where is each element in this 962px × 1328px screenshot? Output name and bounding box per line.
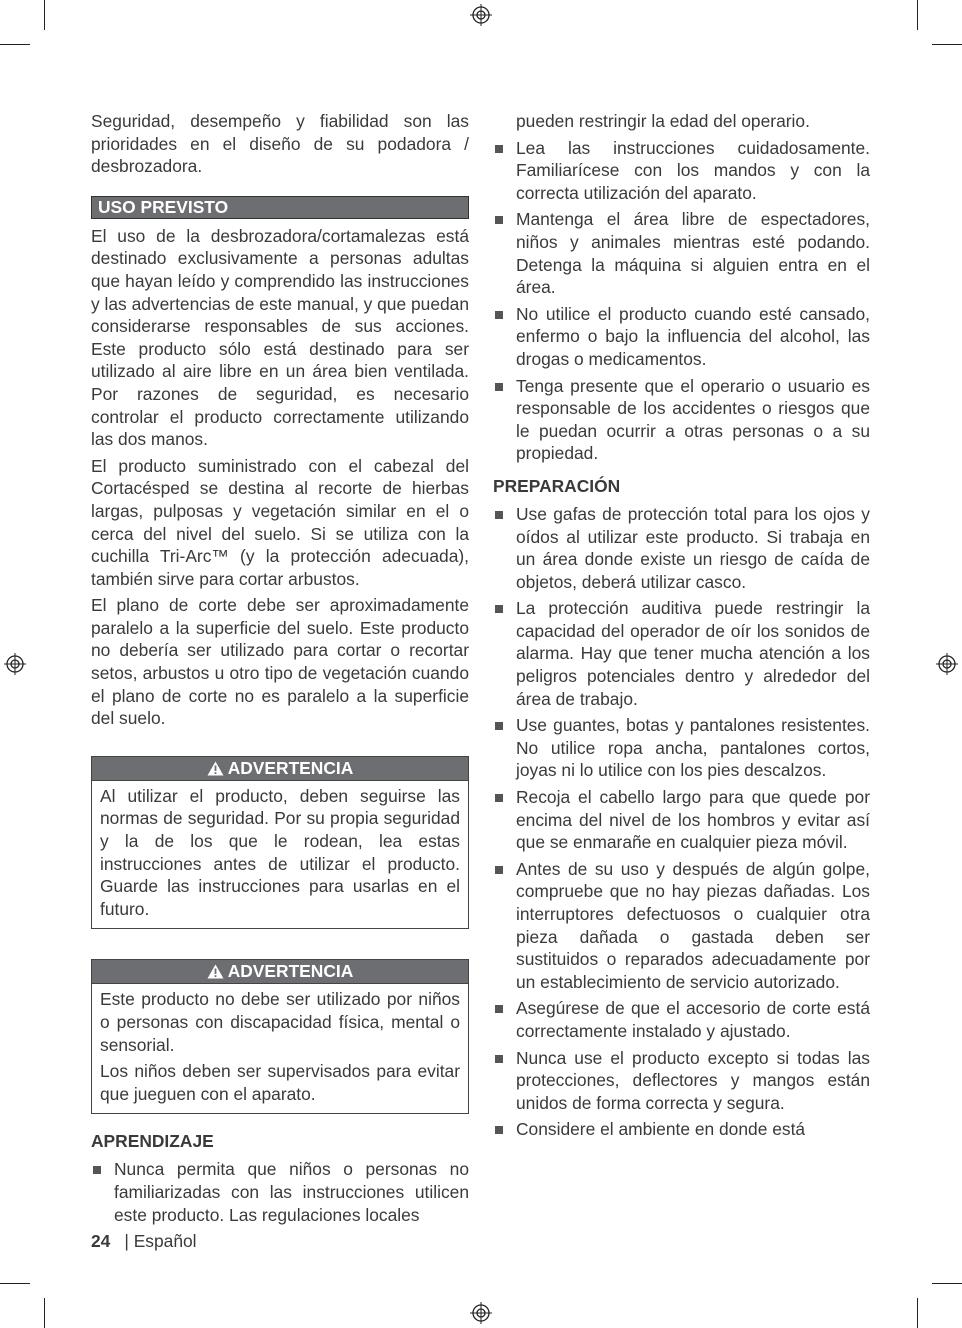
bullet-square-icon [495, 145, 503, 153]
crop-mark [0, 44, 30, 45]
warning-box [91, 756, 469, 930]
list-item: Antes de su uso y después de algún golpe, compruebe que no hay piezas dañadas. Los interruptores defectuosos o cualquier otra pieza dañada o gastada deben ser sustituidos o reparados adecuadamente por un establecimiento de servicio autorizado. [493, 858, 870, 994]
warning-box [91, 959, 469, 1114]
body-paragraph: El producto suministrado con el cabezal del Cortacésped se destina al recorte de hierbas largas, pulposas y vegetación similar en el o cerca del nivel del suelo. Si se utiliza con la cuchilla Tri-Arc™ (y la protección adecuada), también sirve para cortar arbustos. [91, 455, 469, 589]
bullet-square-icon [495, 1055, 503, 1063]
crop-mark [0, 1283, 30, 1284]
bullet-square-icon [495, 383, 503, 391]
list-item: La protección auditiva puede restringir la capacidad del operador de oír los sonidos de alarma. Hay que tener mucha atención a los peligros potenciales dentro y alrededor del área de trabajo. [493, 597, 870, 710]
list-item: Tenga presente que el operario o usuario es responsable de los accidentes o riesgos que le puedan ocurrir a otras personas o a su propiedad. [493, 375, 870, 465]
footer-language: | Español [124, 1231, 197, 1251]
bullet-list [91, 1158, 469, 1226]
list-item: Lea las instrucciones cuidadosamente. Familiarícese con los mandos y con la correcta utilización del aparato. [493, 137, 870, 205]
warning-text: Los niños deben ser supervisados para evitar que jueguen con el aparato. [100, 1061, 460, 1104]
warning-title: ADVERTENCIA [227, 961, 354, 982]
left-column [91, 110, 469, 1230]
warning-triangle-icon [207, 761, 224, 776]
bullet-square-icon [495, 216, 503, 224]
registration-mark-icon [470, 4, 492, 26]
right-column [493, 110, 870, 1145]
page-footer [91, 1230, 197, 1252]
warning-text: Al utilizar el producto, deben seguirse las normas de seguridad. Por su propia seguridad y la de los que le rodean, lea estas instrucciones antes de utilizar el producto. Guarde las instrucciones para usarlas en el futuro. [100, 785, 460, 919]
bullet-square-icon [495, 794, 503, 802]
crop-mark [44, 0, 45, 30]
continuation-text: pueden restringir la edad del operario. [516, 111, 810, 131]
bullet-list [493, 137, 870, 465]
crop-mark [932, 1283, 962, 1284]
list-item: Nunca permita que niños o personas no familiarizadas con las instrucciones utilicen este producto. Las regulaciones locales [91, 1158, 469, 1226]
bullet-square-icon [495, 722, 503, 730]
bullet-square-icon [495, 511, 503, 519]
warning-header [92, 757, 468, 781]
bullet-square-icon [495, 1126, 503, 1134]
registration-mark-icon [470, 1302, 492, 1324]
warning-body [92, 984, 468, 1113]
warning-text: Este producto no debe ser utilizado por niños o personas con discapacidad física, mental o sensorial. [100, 989, 460, 1055]
list-item: Asegúrese de que el accesorio de corte está correctamente instalado y ajustado. [493, 997, 870, 1042]
intro-paragraph: Seguridad, desempeño y fiabilidad son las prioridades en el diseño de su podadora / desbrozadora. [91, 111, 469, 177]
warning-title: ADVERTENCIA [227, 757, 354, 778]
bullet-square-icon [495, 605, 503, 613]
bullet-square-icon [495, 311, 503, 319]
warning-body [92, 781, 468, 929]
crop-mark [917, 0, 918, 30]
crop-mark [44, 1298, 45, 1328]
list-item: Nunca use el producto excepto si todas las protecciones, deflectores y mangos están unidos de forma correcta y segura. [493, 1047, 870, 1115]
body-paragraph: El plano de corte debe ser aproximadamente paralelo a la superficie del suelo. Este producto no debería ser utilizado para cortar o recortar setos, arbustos u otro tipo de vegetación cuando el plano de corte no es paralelo a la superficie del suelo. [91, 595, 469, 729]
list-item: Considere el ambiente en donde está [493, 1118, 870, 1141]
registration-mark-icon [4, 653, 26, 675]
list-item: No utilice el producto cuando esté cansado, enfermo o bajo la influencia del alcohol, las drogas o medicamentos. [493, 303, 870, 371]
list-item: Use gafas de protección total para los ojos y oídos al utilizar este producto. Si trabaja en un área donde existe un riesgo de caída de objetos, deberá utilizar casco. [493, 503, 870, 593]
list-item: Recoja el cabello largo para que quede por encima del nivel de los hombros y evitar así que se enmarañe en cualquier pieza móvil. [493, 786, 870, 854]
registration-mark-icon [936, 653, 958, 675]
list-item: Use guantes, botas y pantalones resistentes. No utilice ropa ancha, pantalones cortos, joyas ni lo utilice con los pies descalzos. [493, 714, 870, 782]
bullet-square-icon [495, 1005, 503, 1013]
page-number: 24 [91, 1231, 111, 1251]
section-heading-aprendizaje: APRENDIZAJE [91, 1131, 214, 1152]
bullet-square-icon [93, 1166, 101, 1174]
body-paragraph: El uso de la desbrozadora/cortamalezas está destinado exclusivamente a personas adultas que hayan leído y comprendido las instrucciones y las advertencias de este manual, y que puedan considerarse responsables de sus acciones. Este producto sólo está destinado para ser utilizado al aire libre en un área bien ventilada. Por razones de seguridad, es necesario controlar el producto correctamente utilizando las dos manos. [91, 225, 470, 450]
crop-mark [917, 1298, 918, 1328]
warning-header [92, 960, 468, 984]
warning-triangle-icon [207, 964, 224, 979]
crop-mark [932, 44, 962, 45]
section-heading-uso-previsto: USO PREVISTO [91, 196, 469, 219]
section-heading-preparacion: PREPARACIÓN [493, 475, 621, 496]
bullet-list [493, 503, 870, 1141]
list-item: Mantenga el área libre de espectadores, niños y animales mientras esté podando. Detenga la máquina si alguien entra en el área. [493, 208, 870, 298]
bullet-square-icon [495, 866, 503, 874]
